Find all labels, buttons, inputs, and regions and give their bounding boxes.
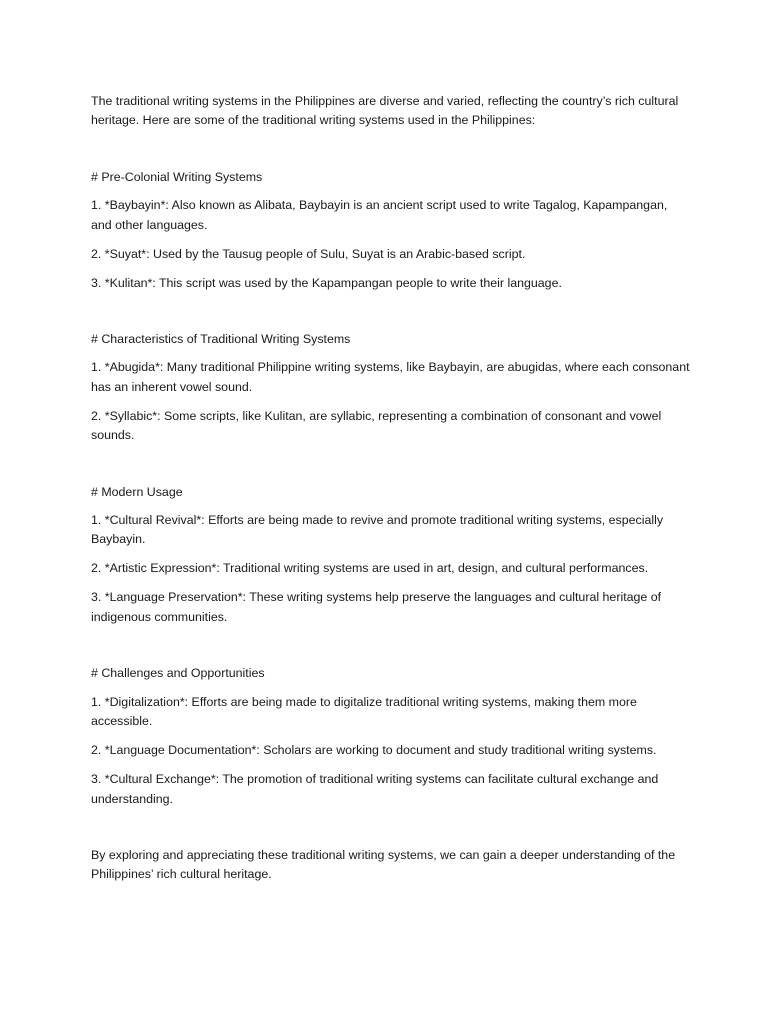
intro-paragraph: The traditional writing systems in the Philippines are diverse and varied, reflecting the country’s rich cultural heritage. Here are some of the traditional writing systems used in the Philippines: [91, 94, 679, 128]
list-item: 3. *Language Preservation*: These writing systems help preserve the languages and cultural heritage of indigenous communities. [91, 590, 662, 624]
list-item: 2. *Syllabic*: Some scripts, like Kulitan, are syllabic, representing a combination of consonant and vowel sounds. [91, 408, 662, 443]
list-item: 1. *Baybayin*: Also known as Alibata, Baybayin is an ancient script used to write Tagalog, Kapampangan, and other languages. [91, 198, 668, 232]
list-item: 3. *Kulitan*: This script was used by the Kapampangan people to write their language. [91, 275, 562, 290]
list-item: 2. *Artistic Expression*: Traditional writing systems are used in art, design, and cultural performances. [91, 561, 649, 576]
section-heading: # Pre-Colonial Writing Systems [91, 169, 263, 184]
list-item: 2. *Language Documentation*: Scholars are working to document and study traditional writing systems. [91, 743, 657, 758]
section-characteristics [91, 330, 691, 446]
section-heading: # Characteristics of Traditional Writing Systems [91, 332, 351, 347]
list-item: 2. *Suyat*: Used by the Tausug people of Sulu, Suyat is an Arabic-based script. [91, 246, 526, 261]
list-item: 1. *Abugida*: Many traditional Philippine writing systems, like Baybayin, are abugidas, where each consonant has an inherent vowel sound. [91, 360, 690, 394]
list-item: 1. *Cultural Revival*: Efforts are being made to revive and promote traditional writing systems, especially Baybayin. [91, 513, 664, 547]
list-item: 1. *Digitalization*: Efforts are being made to digitalize traditional writing systems, making them more accessible. [91, 694, 637, 729]
section-challenges [91, 664, 691, 809]
conclusion-paragraph: By exploring and appreciating these traditional writing systems, we can gain a deeper understanding of the Philippines’ rich cultural heritage. [91, 847, 676, 882]
section-pre-colonial [91, 168, 691, 293]
section-heading: # Modern Usage [91, 484, 183, 499]
list-item: 3. *Cultural Exchange*: The promotion of traditional writing systems can facilitate cultural exchange and understanding. [91, 772, 659, 806]
document-page [91, 92, 691, 885]
section-heading: # Challenges and Opportunities [91, 666, 265, 681]
section-modern-usage [91, 483, 691, 628]
